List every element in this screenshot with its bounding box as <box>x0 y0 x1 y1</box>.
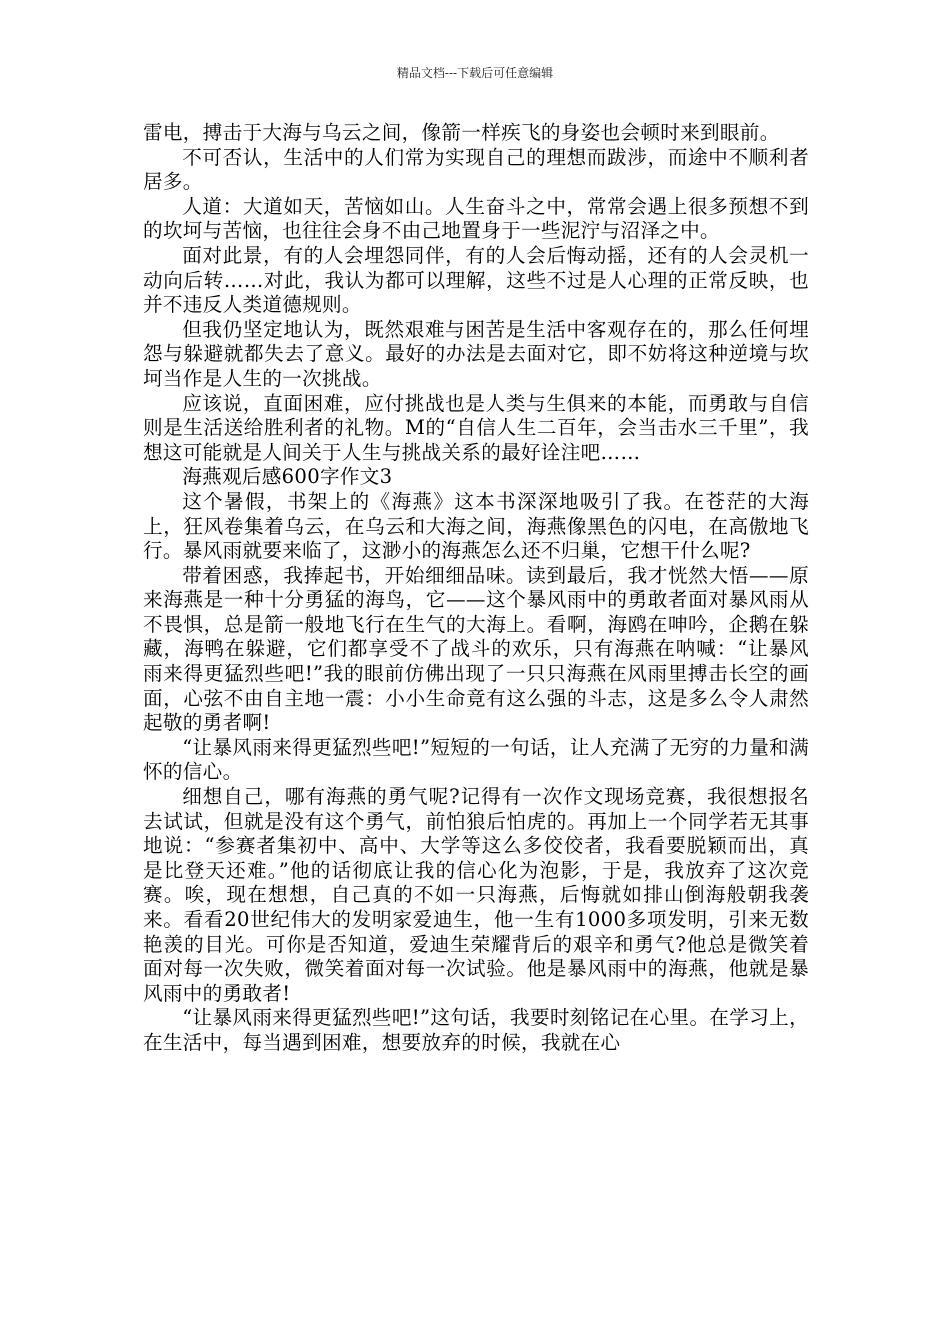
paragraph: “让暴风雨来得更猛烈些吧!”短短的一句话，让人充满了无穷的力量和满怀的信心。 <box>143 735 809 784</box>
paragraph: 不可否认，生活中的人们常为实现自己的理想而跋涉，而途中不顺利者居多。 <box>143 145 809 194</box>
paragraph: 这个暑假，书架上的《海燕》这本书深深地吸引了我。在苍茫的大海上，狂风卷集着乌云，在乌云和大海之间，海燕像黑色的闪电，在高傲地飞行。暴风雨就要来临了，这渺小的海燕怎么还不归巢，它想干什么呢? <box>143 489 809 563</box>
section-heading: 海燕观后感600字作文3 <box>182 465 393 489</box>
paragraph: “让暴风雨来得更猛烈些吧!”这句话，我要时刻铭记在心里。在学习上，在生活中，每当遇到困难，想要放弃的时候，我就在心 <box>143 1006 809 1054</box>
paragraph: 人道：大道如天，苦恼如山。人生奋斗之中，常常会遇上很多预想不到的坎坷与苦恼，也往往会身不由己地置身于一些泥泞与沼泽之中。 <box>143 194 809 243</box>
paragraph: 应该说，直面困难，应付挑战也是人类与生俱来的本能，而勇敢与自信则是生活送给胜利者的礼物。M的“自信人生二百年，会当击水三千里”，我想这可能就是人间关于人生与挑战关系的最好诠注吧…… <box>143 391 809 464</box>
paragraph: 面对此景，有的人会埋怨同伴，有的人会后悔动摇，还有的人会灵机一动向后转……对此，我认为都可以理解，这些不过是人心理的正常反映，也并不违反人类道德规则。 <box>143 243 809 317</box>
paragraph: 细想自己，哪有海燕的勇气呢?记得有一次作文现场竞赛，我很想报名去试试，但就是没有这个勇气，前怕狼后怕虎的。再加上一个同学若无其事地说：“参赛者集初中、高中、大学等这么多佼佼者，我看要脱颖而出，真是比登天还难。”他的话彻底让我的信心化为泡影，于是，我放弃了这次竞赛。唉，现在想想，自己真的不如一只海燕，后悔就如排山倒海般朝我袭来。看看20世纪伟大的发明家爱迪生，他一生有1000多项发明，引来无数艳羡的目光。可你是否知道，爱迪生荣耀背后的艰辛和勇气?他总是微笑着面对每一次失败，微笑着面对每一次试验。他是暴风雨中的海燕，他就是暴风雨中的勇敢者! <box>143 785 809 1005</box>
paragraph: 但我仍坚定地认为，既然艰难与困苦是生活中客观存在的，那么任何埋怨与躲避就都失去了意义。最好的办法是去面对它，即不妨将这种逆境与坎坷当作是人生的一次挑战。 <box>143 317 809 390</box>
document-body <box>143 121 809 1056</box>
paragraph: 带着困惑，我捧起书，开始细细品味。读到最后，我才恍然大悟——原来海燕是一种十分勇猛的海鸟，它——这个暴风雨中的勇敢者面对暴风雨从不畏惧，总是箭一般地飞行在生气的大海上。看啊，海鸥在呻吟，企鹅在躲藏，海鸭在躲避，它们都享受不了战斗的欢乐，只有海燕在呐喊：“让暴风雨来得更猛烈些吧!”我的眼前仿佛出现了一只只海燕在风雨里搏击长空的画面，心弦不由自主地一震：小小生命竟有这么强的斗志，这是多么令人肃然起敬的勇者啊! <box>143 563 809 735</box>
paragraph: 雷电，搏击于大海与乌云之间，像箭一样疾飞的身姿也会顿时来到眼前。 <box>143 121 780 144</box>
page-header: 精品文档---下载后可任意编辑 <box>396 66 554 80</box>
